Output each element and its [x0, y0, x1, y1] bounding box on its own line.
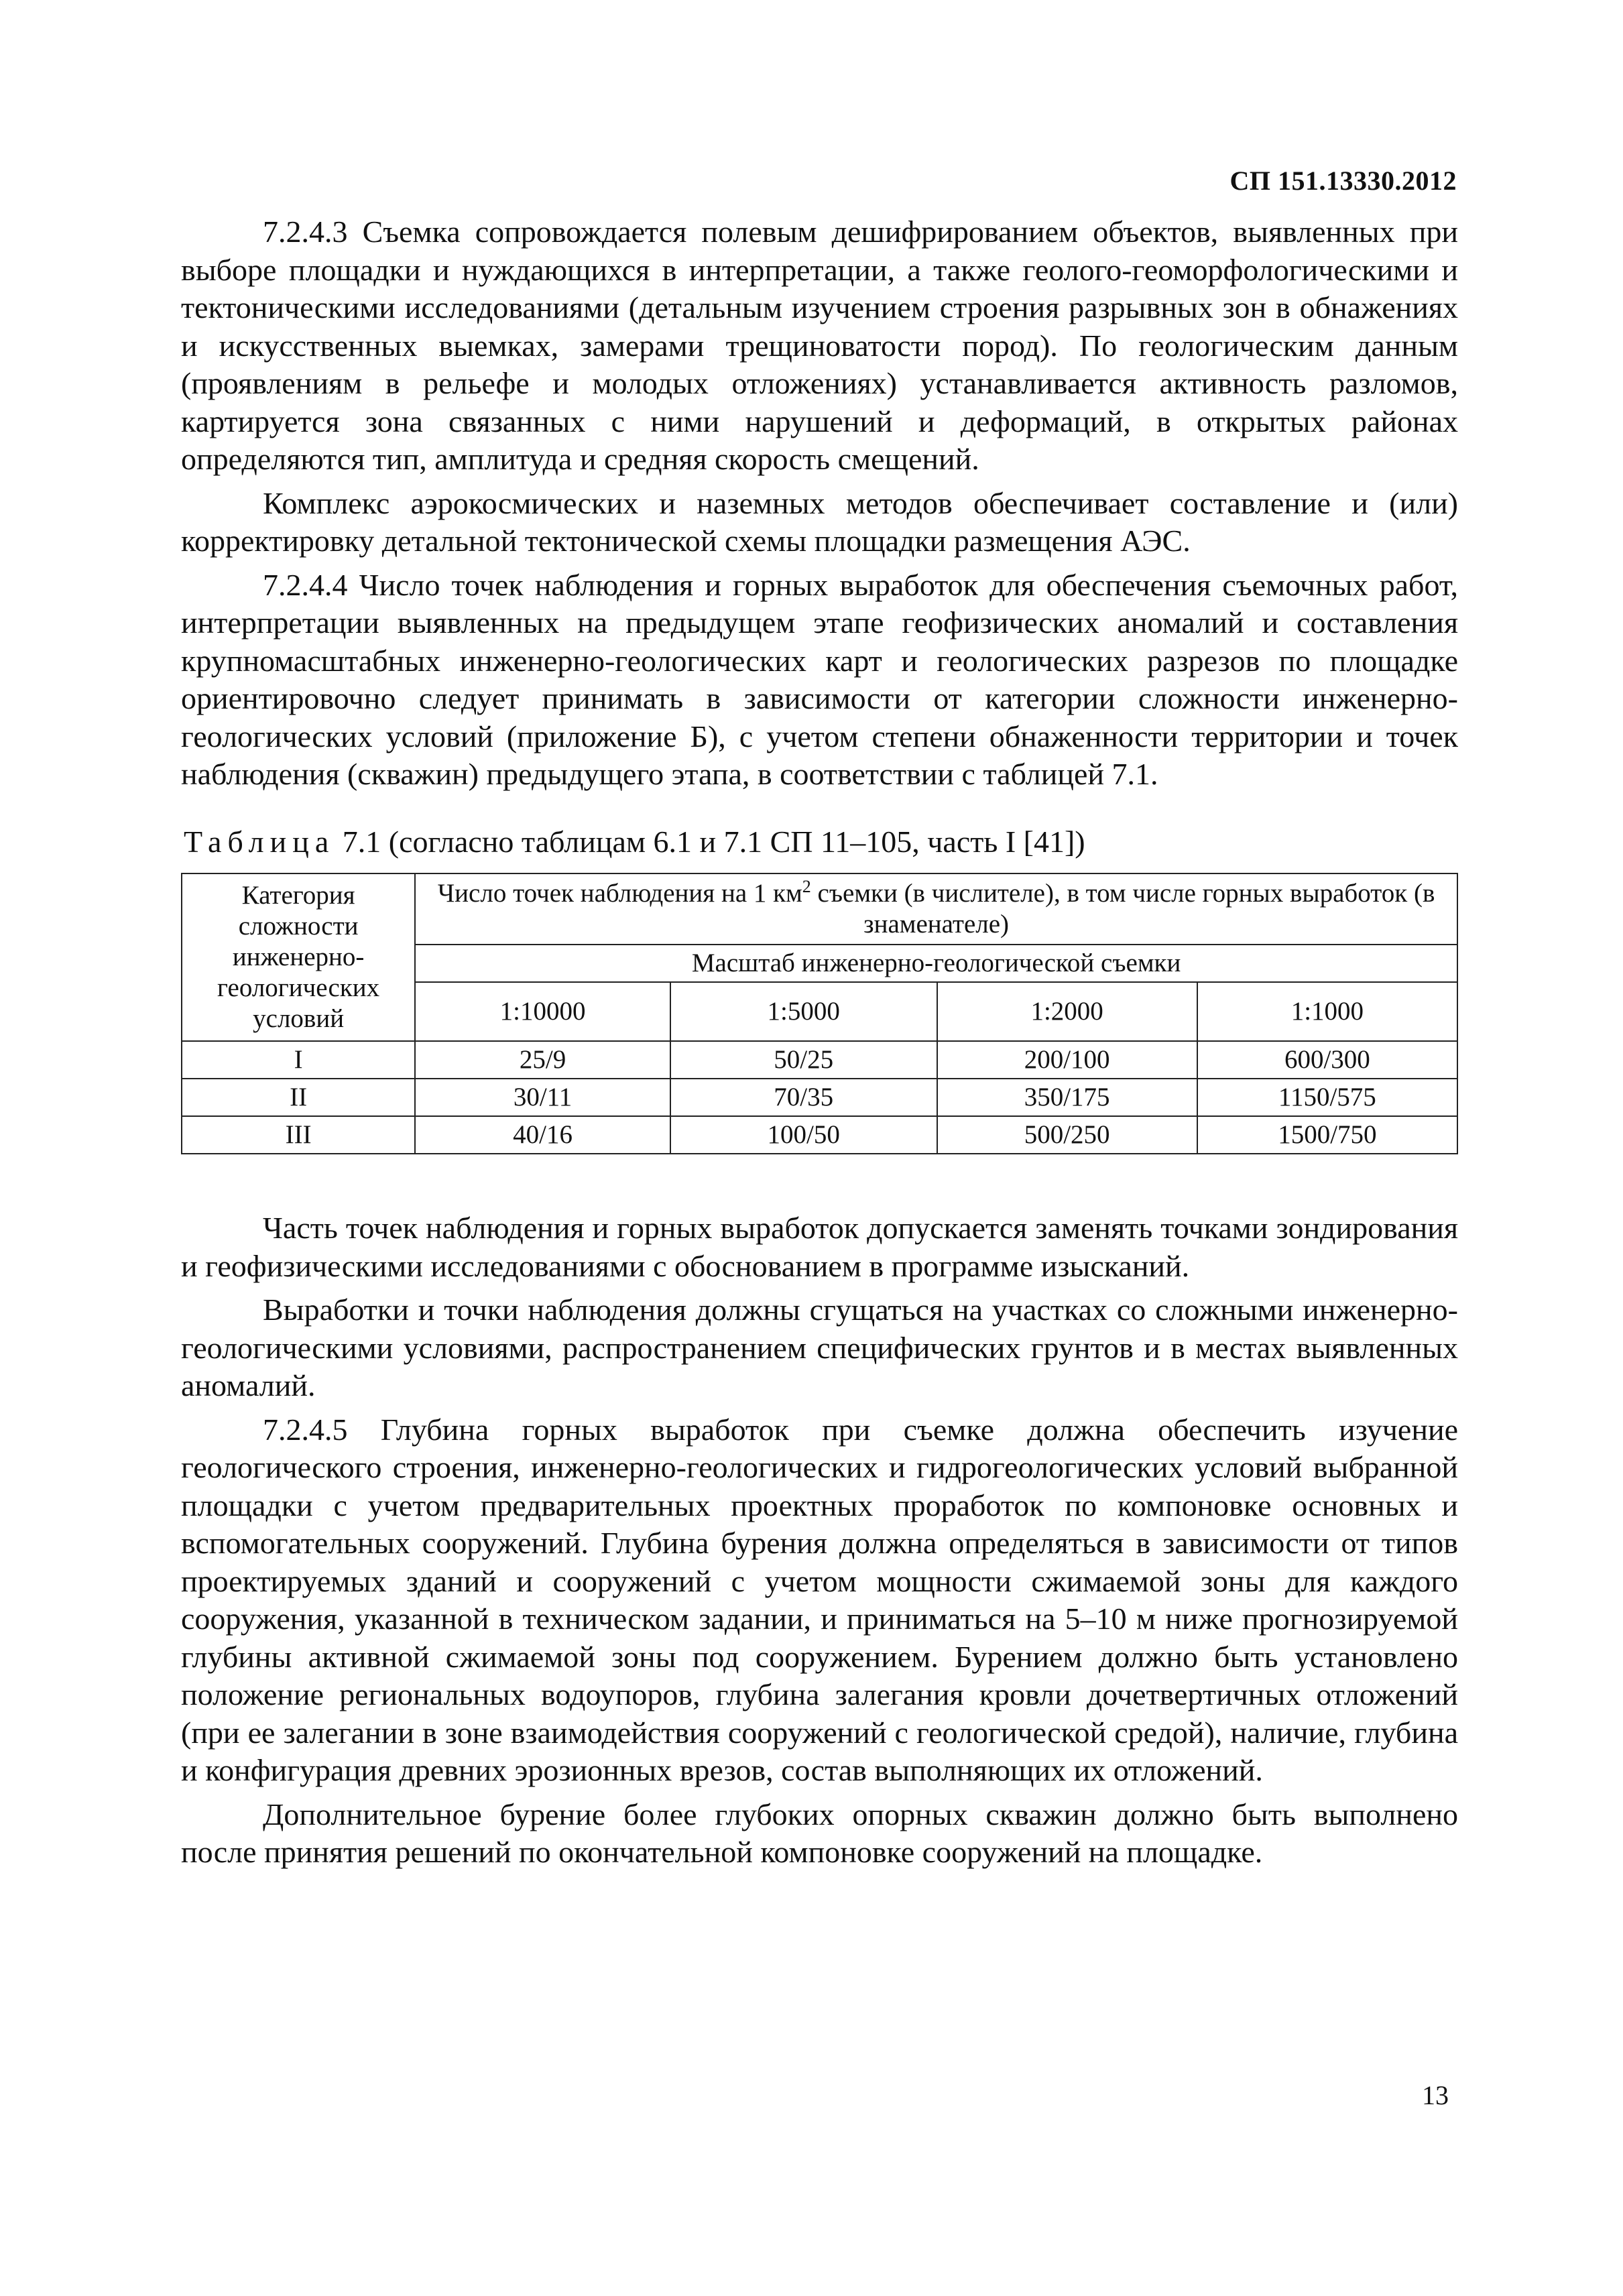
table-cell: 30/11: [415, 1079, 670, 1116]
scale-header-cell: 1:2000: [937, 982, 1197, 1041]
table-row: [182, 1041, 1457, 1079]
table-cell: 1150/575: [1197, 1079, 1457, 1116]
table-row: [182, 1116, 1457, 1154]
scale-header-cell: 1:10000: [415, 982, 670, 1041]
page-number: 13: [1422, 2080, 1449, 2110]
table-caption-label: Таблица: [184, 824, 335, 859]
table-caption-text: 7.1 (согласно таблицам 6.1 и 7.1 СП 11–105, часть I [41]): [335, 824, 1085, 859]
table-cell: 500/250: [937, 1116, 1197, 1154]
table-cell: 350/175: [937, 1079, 1197, 1116]
table-cell: 40/16: [415, 1116, 670, 1154]
table-cell: 25/9: [415, 1041, 670, 1079]
paragraph-additional-drilling: Дополнительное бурение более глубоких опорных скважин должно быть выполнено после принятия решений по окончательной компоновке сооружений на площадке.: [181, 1797, 1458, 1869]
category-cell: III: [182, 1116, 415, 1154]
table-cell: 200/100: [937, 1041, 1197, 1079]
paragraph-7-2-4-3: 7.2.4.3 Съемка сопровождается полевым дешифрированием объектов, выявленных при выборе площадки и нуждающихся в интерпретации, а также геолого-геоморфологическими и тектоническими исследованиями (детальным изучением строения разрывных зон в обнажениях и искусственных выемках, замерами трещиноватости пород). По геологическим данным (проявлениям в рельефе и молодых отложениях) устанавливается активность разломов, картируется зона связанных с ними нарушений и деформаций, в открытых районах определяются тип, амплитуда и средняя скорость смещений.: [181, 215, 1458, 476]
scale-header-cell: 1:5000: [670, 982, 937, 1041]
table-row: [182, 1079, 1457, 1116]
points-header-text-a: Число точек наблюдения на 1 км: [437, 879, 802, 908]
table-caption: [184, 823, 1458, 861]
document-code: СП 151.13330.2012: [1229, 166, 1457, 196]
table-cell: 50/25: [670, 1041, 937, 1079]
paragraph-aerospace-methods: Комплекс аэрокосмических и наземных методов обеспечивает составление и (или) корректировку детальной тектонической схемы площадки размещения АЭС.: [181, 485, 1458, 558]
points-header-superscript: 2: [802, 877, 811, 896]
page-content: [181, 213, 1458, 1878]
paragraph-densify-points: Выработки и точки наблюдения должны сгущаться на участках со сложными инженерно-геологическими условиями, распространением специфических грунтов и в местах выявленных аномалий.: [181, 1292, 1458, 1402]
scale-header-cell: 1:1000: [1197, 982, 1457, 1041]
paragraph-replace-points: Часть точек наблюдения и горных выработок допускается заменять точками зондирования и геофизическими исследованиями с обоснованием в программе изысканий.: [181, 1211, 1458, 1283]
points-column-header: [415, 873, 1457, 945]
table-cell: 600/300: [1197, 1041, 1457, 1079]
paragraph-7-2-4-5: 7.2.4.5 Глубина горных выработок при съемке должна обеспечить изучение геологического строения, инженерно-геологических и гидрогеологических условий выбранной площадки с учетом предварительных проектных проработок по компоновке основных и вспомогательных сооружений. Глубина бурения должна определяться в зависимости от типов проектируемых зданий и сооружений с учетом мощности сжимаемой зоны для каждого сооружения, указанной в техническом задании, и приниматься на 5–10 м ниже прогнозируемой глубины активной сжимаемой зоны под сооружением. Бурением должно быть установлено положение региональных водоупоров, глубина залегания кровли дочетвертичных отложений (при ее залегании в зоне взаимодействия сооружений с геологической средой), наличие, глубина и конфигурация древних эрозионных врезов, состав выполняющих их отложений.: [181, 1412, 1458, 1787]
table-header-row: [182, 873, 1457, 945]
category-column-header: Категория сложности инженерно-геологических условий: [182, 873, 415, 1041]
category-cell: I: [182, 1041, 415, 1079]
scale-column-header: Масштаб инженерно-геологической съемки: [415, 945, 1457, 982]
points-header-text-b: съемки (в числителе), в том числе горных выработок (в знаменателе): [810, 879, 1435, 939]
table-cell: 1500/750: [1197, 1116, 1457, 1154]
observation-points-table: [181, 873, 1458, 1154]
category-cell: II: [182, 1079, 415, 1116]
table-cell: 100/50: [670, 1116, 937, 1154]
paragraph-7-2-4-4: 7.2.4.4 Число точек наблюдения и горных выработок для обеспечения съемочных работ, интерпретации выявленных на предыдущем этапе геофизических аномалий и составления крупномасштабных инженерно-геологических карт и геологических разрезов по площадке ориентировочно следует принимать в зависимости от категории сложности инженерно-геологических условий (приложение Б), с учетом степени обнаженности территории и точек наблюдения (скважин) предыдущего этапа, в соответствии с таблицей 7.1.: [181, 567, 1458, 791]
table-cell: 70/35: [670, 1079, 937, 1116]
post-table-section: [181, 1209, 1458, 1872]
